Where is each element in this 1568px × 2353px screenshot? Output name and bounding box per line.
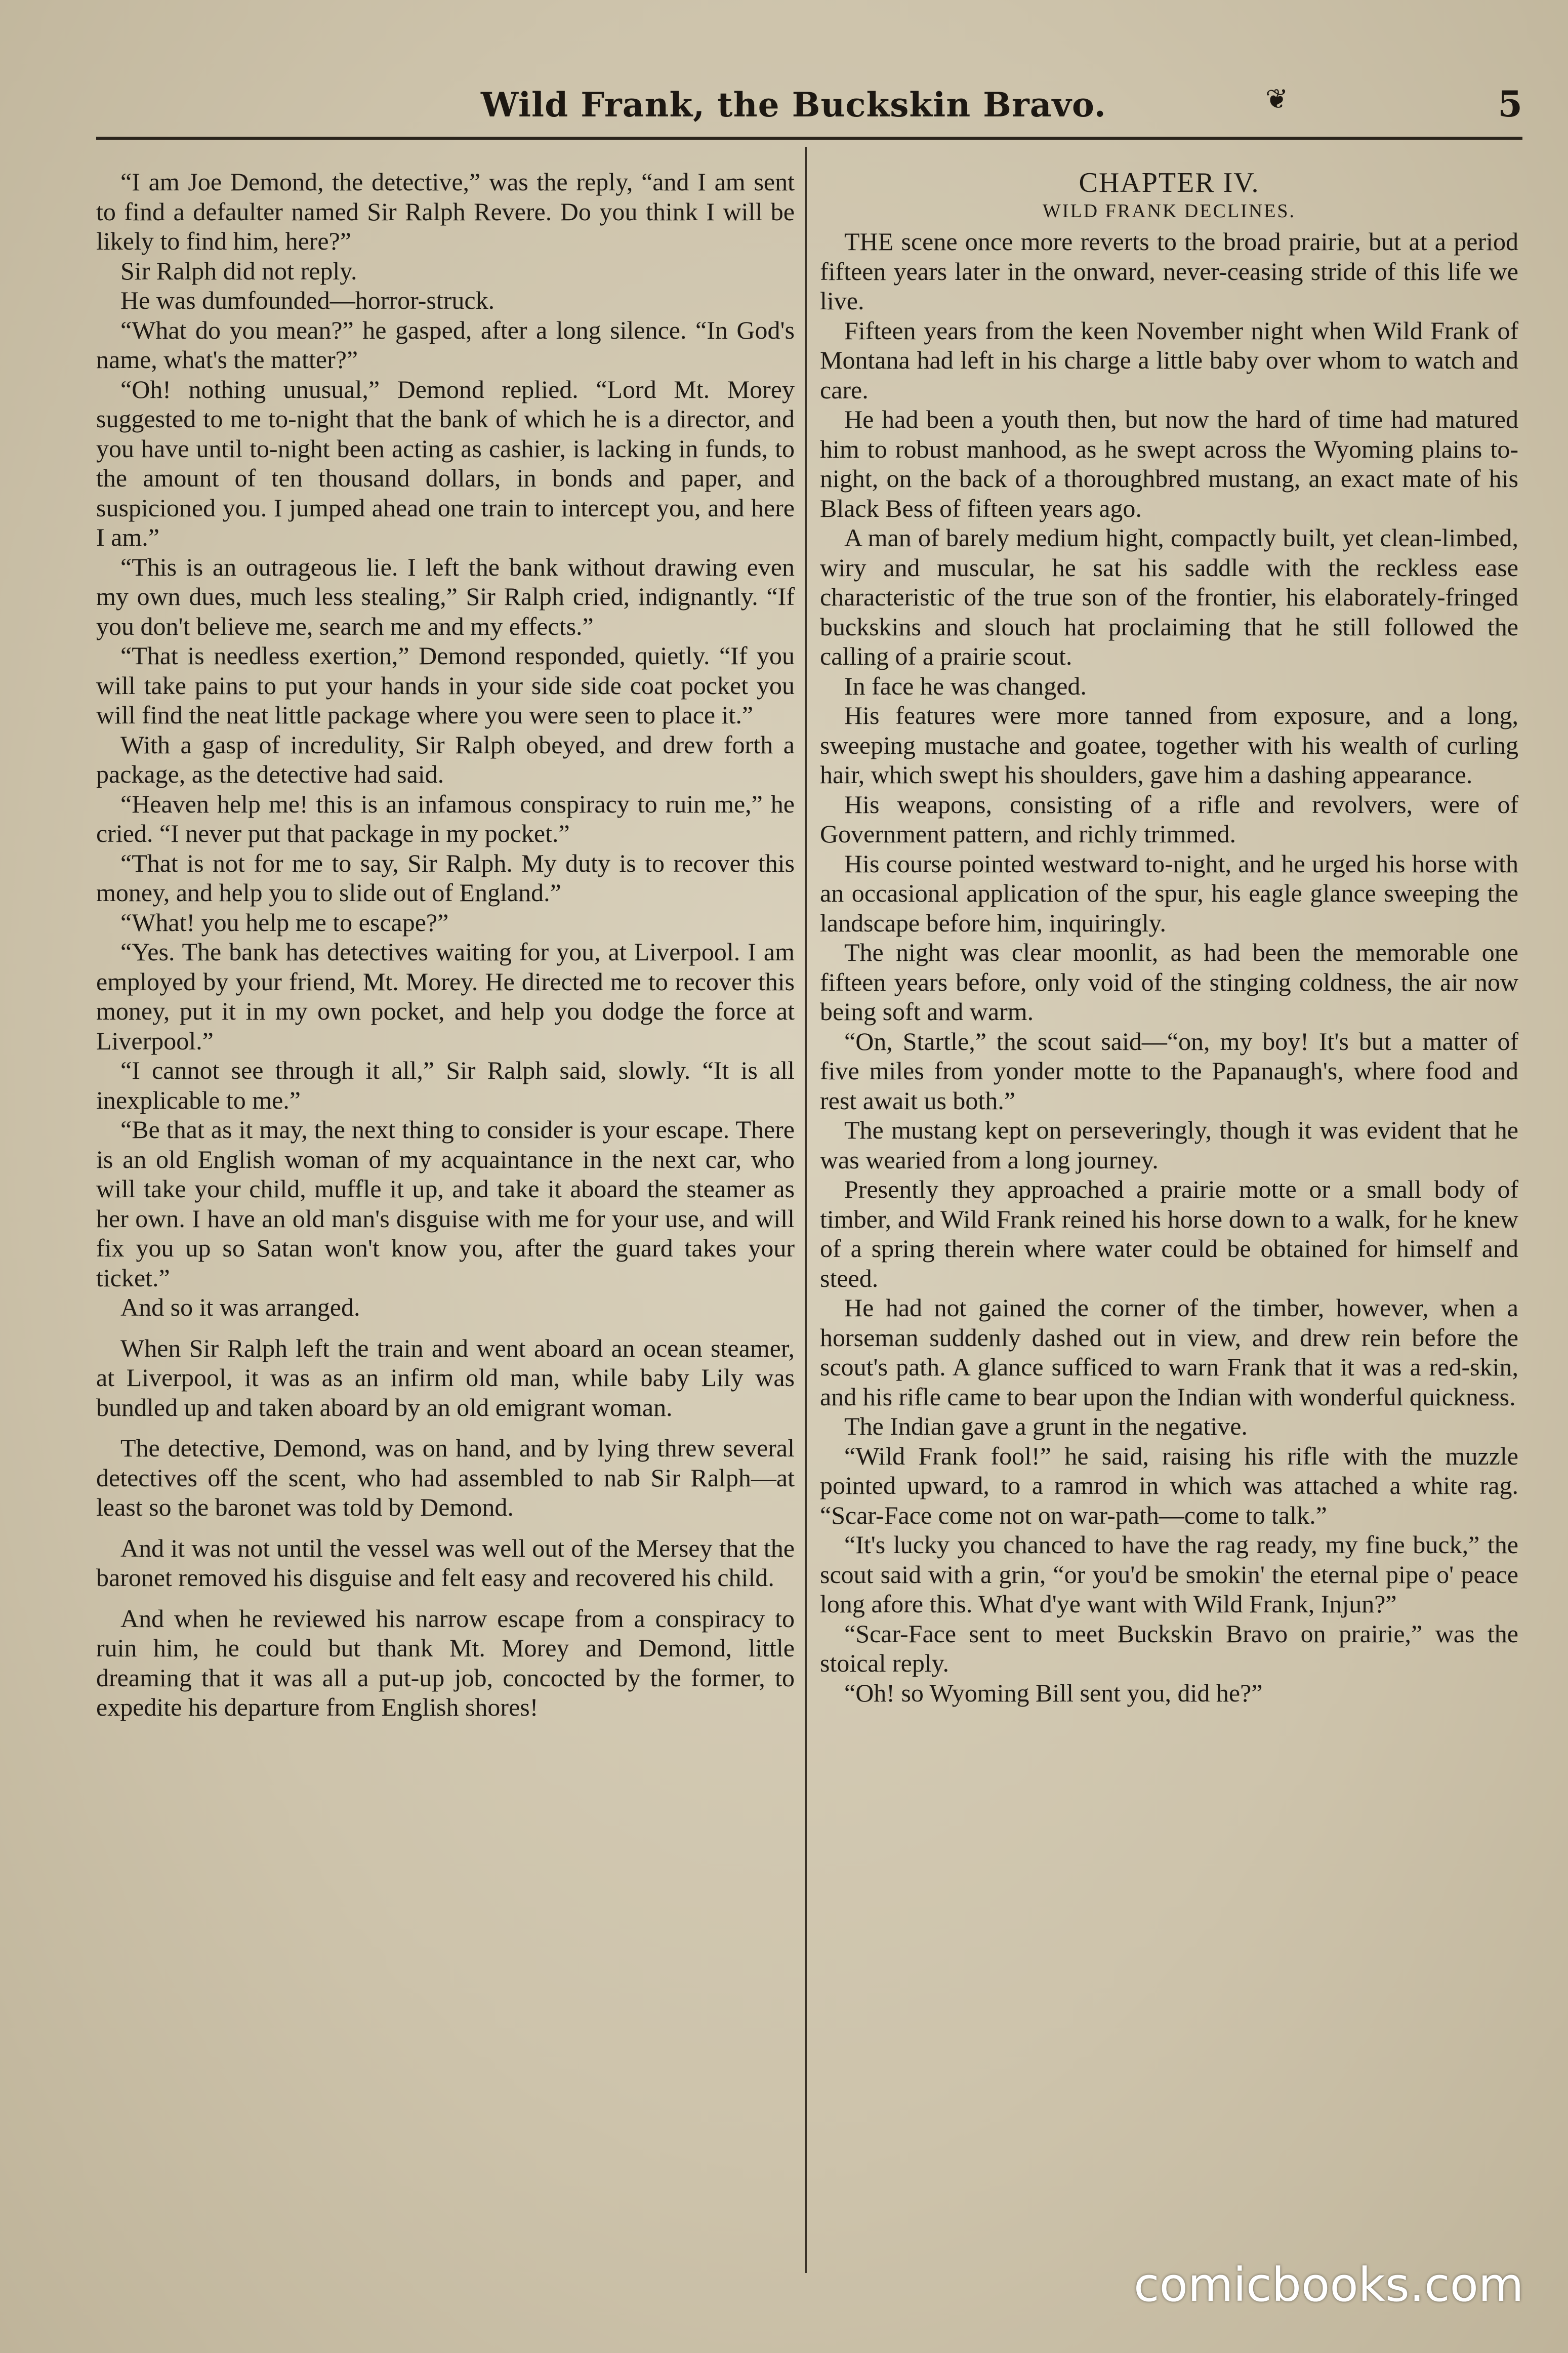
- story-paragraph: He was dumfounded—horror-struck.: [120, 286, 495, 314]
- story-paragraph: “What! you help me to escape?”: [120, 908, 449, 937]
- story-paragraph: When Sir Ralph left the train and went aboard an ocean steamer, at Liverpool, it was as an infirm old man, while baby Lily was bundled up and taken aboard by an old emigrant woman.: [96, 1333, 795, 1422]
- story-paragraph: THE scene once more reverts to the broad prairie, but at a period fifteen years later in the onward, never-ceasing stride of this life we live.: [820, 227, 1518, 315]
- story-paragraph: “Scar-Face sent to meet Buckskin Bravo on prairie,” was the stoical reply.: [820, 1619, 1518, 1677]
- story-paragraph: His weapons, consisting of a rifle and revolvers, were of Government pattern, and richly trimmed.: [820, 790, 1518, 848]
- story-paragraph: And it was not until the vessel was well out of the Mersey that the baronet removed his disguise and felt easy and recovered his child.: [96, 1533, 795, 1592]
- story-paragraph: “Oh! nothing unusual,” Demond replied. “Lord Mt. Morey suggested to me to-night that the bank of which he is a director, and you have until to-night been acting as cashier, is lacking in funds, to the amount of ten thousand dollars, in bonds and paper, and suspicioned you. I jumped ahead one train to intercept you, and here I am.”: [96, 375, 795, 551]
- running-title: Wild Frank, the Buckskin Bravo.: [481, 85, 1106, 125]
- story-paragraph: He had not gained the corner of the timber, however, when a horseman suddenly dashed out in view, and drew rein before the scout's path. A glance sufficed to warn Frank that it was a red-skin, and his rifle came to bear upon the Indian with wonderful quickness.: [820, 1293, 1518, 1411]
- story-paragraph: In face he was changed.: [844, 671, 1087, 700]
- column-divider: [805, 147, 807, 2273]
- story-paragraph: “I am Joe Demond, the detective,” was the reply, “and I am sent to find a defaulter named Sir Ralph Revere. Do you think I will be likely to find him, here?”: [96, 168, 795, 255]
- right-column: [820, 167, 1518, 1708]
- story-paragraph: The Indian gave a grunt in the negative.: [844, 1412, 1248, 1440]
- site-watermark: comicbooks.com: [1134, 2258, 1524, 2312]
- story-paragraph: “Yes. The bank has detectives waiting for you, at Liverpool. I am employed by your friend, Mt. Morey. He directed me to recover this money, put it in my own pocket, and help you dodge the force at Liverpool.”: [96, 938, 795, 1055]
- story-paragraph: “Oh! so Wyoming Bill sent you, did he?”: [844, 1678, 1263, 1707]
- story-paragraph: The detective, Demond, was on hand, and by lying threw several detectives off the scent, who had assembled to nab Sir Ralph—at least so the baronet was told by Demond.: [96, 1434, 795, 1521]
- story-paragraph: The night was clear moonlit, as had been the memorable one fifteen years before, only void of the stinging coldness, the air now being soft and warm.: [820, 938, 1518, 1026]
- story-paragraph: With a gasp of incredulity, Sir Ralph obeyed, and drew forth a package, as the detective had said.: [96, 730, 795, 788]
- chapter-heading: CHAPTER IV.: [1079, 167, 1260, 198]
- story-paragraph: “That is needless exertion,” Demond responded, quietly. “If you will take pains to put your hands in your side side coat pocket you will find the neat little package where you were seen to place it.”: [96, 641, 795, 729]
- story-paragraph: “I cannot see through it all,” Sir Ralph said, slowly. “It is all inexplicable to me.”: [96, 1056, 795, 1114]
- story-paragraph: “This is an outrageous lie. I left the bank without drawing even my own dues, much less stealing,” Sir Ralph cried, indignantly. “If you don't believe me, search me and my effects.”: [96, 552, 795, 640]
- page-number: 5: [1498, 83, 1522, 125]
- story-paragraph: Sir Ralph did not reply.: [120, 256, 357, 285]
- story-paragraph: “On, Startle,” the scout said—“on, my boy! It's but a matter of five miles from yonder motte to the Papanaugh's, where food and rest await us both.”: [820, 1027, 1518, 1115]
- story-paragraph: His course pointed westward to-night, and he urged his horse with an occasional application of the spur, his eagle glance sweeping the landscape before him, inquiringly.: [820, 849, 1518, 937]
- page-header: [96, 76, 1522, 140]
- heart-ornament-icon: ❦: [1265, 83, 1289, 115]
- story-paragraph: “Heaven help me! this is an infamous conspiracy to ruin me,” he cried. “I never put that package in my pocket.”: [96, 789, 795, 847]
- left-column: [96, 167, 795, 1722]
- story-paragraph: And so it was arranged.: [120, 1293, 360, 1321]
- story-paragraph: He had been a youth then, but now the hard of time had matured him to robust manhood, as he swept across the Wyoming plains to-night, on the back of a thoroughbred mustang, an exact mate of his Black Bess of fifteen years ago.: [820, 405, 1518, 522]
- story-paragraph: A man of barely medium hight, compactly built, yet clean-limbed, wiry and muscular, he sat his saddle with the reckless ease characteristic of the true son of the frontier, his elaborately-fringed buckskins and slouch hat proclaiming that he still followed the calling of a prairie scout.: [820, 523, 1518, 670]
- story-paragraph: His features were more tanned from exposure, and a long, sweeping mustache and goatee, together with his wealth of curling hair, which swept his shoulders, gave him a dashing appearance.: [820, 701, 1518, 789]
- chapter-subtitle: WILD FRANK DECLINES.: [1042, 200, 1296, 222]
- story-paragraph: “Wild Frank fool!” he said, raising his rifle with the muzzle pointed upward, to a ramrod in which was attached a white rag. “Scar-Face come not on war-path—come to talk.”: [820, 1441, 1518, 1529]
- story-paragraph: “It's lucky you chanced to have the rag ready, my fine buck,” the scout said with a grin, “or you'd be smokin' the eternal pipe o' peace long afore this. What d'ye want with Wild Frank, Injun?”: [820, 1530, 1518, 1618]
- story-paragraph: And when he reviewed his narrow escape from a conspiracy to ruin him, he could but thank Mt. Morey and Demond, little dreaming that it was all a put-up job, concocted by the former, to expedite his departure from English shores!: [96, 1604, 795, 1721]
- story-paragraph: Fifteen years from the keen November night when Wild Frank of Montana had left in his charge a little baby over whom to watch and care.: [820, 316, 1518, 404]
- story-paragraph: “Be that as it may, the next thing to consider is your escape. There is an old English woman of my acquaintance in the next car, who will take your child, muffle it up, and take it aboard the steamer as her own. I have an old man's disguise with me for your use, and will fix you up so Satan won't know you, after the guard takes your ticket.”: [96, 1115, 795, 1292]
- story-paragraph: Presently they approached a prairie motte or a small body of timber, and Wild Frank reined his horse down to a walk, for he knew of a spring therein where water could be obtained for himself and steed.: [820, 1175, 1518, 1292]
- story-paragraph: The mustang kept on perseveringly, though it was evident that he was wearied from a long journey.: [820, 1116, 1518, 1174]
- story-paragraph: “That is not for me to say, Sir Ralph. My duty is to recover this money, and help you to slide out of England.”: [96, 848, 795, 907]
- story-paragraph: “What do you mean?” he gasped, after a long silence. “In God's name, what's the matter?”: [96, 315, 795, 374]
